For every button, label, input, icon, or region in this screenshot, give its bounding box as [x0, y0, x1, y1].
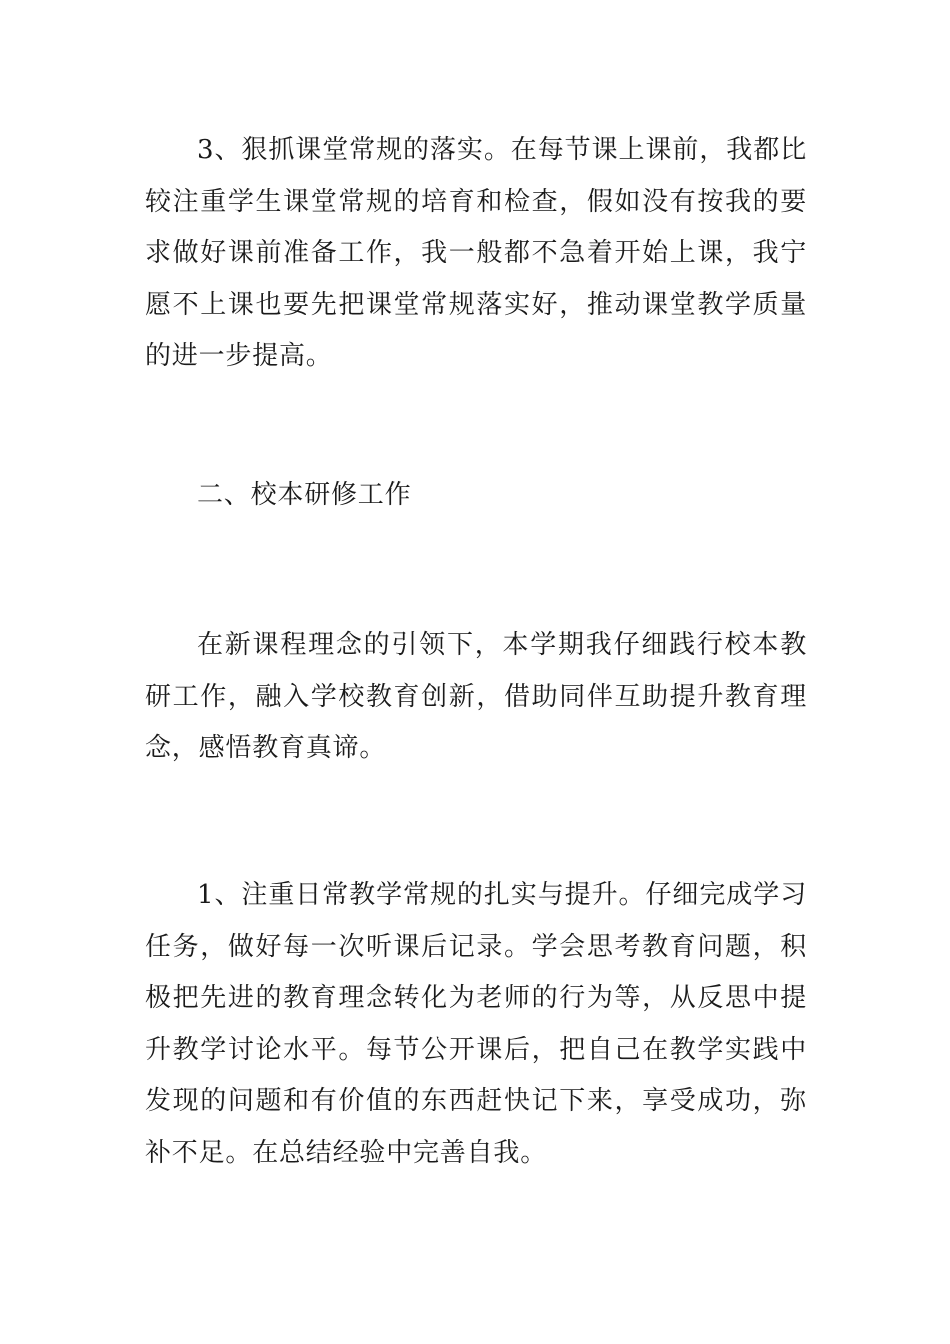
- section-heading-school-based-training: 二、校本研修工作: [197, 480, 412, 510]
- paragraph-daily-teaching-routine: 1、注重日常教学常规的扎实与提升。仔细完成学习任务，做好每一次听课后记录。学会思考教育问题，积极把先进的教育理念转化为老师的行为等，从反思中提升教学讨论水平。每节公开课后，把自己在教学实践中发现的问题和有价值的东西赶快记下来，享受成功，弥补不足。在总结经验中完善自我。: [145, 880, 807, 1168]
- paragraph-classroom-routine: 3、狠抓课堂常规的落实。在每节课上课前，我都比较注重学生课堂常规的培育和检查，假如没有按我的要求做好课前准备工作，我一般都不急着开始上课，我宁愿不上课也要先把课堂常规落实好，推动课堂教学质量的进一步提高。: [145, 135, 807, 371]
- paragraph-new-curriculum: 在新课程理念的引领下，本学期我仔细践行校本教研工作，融入学校教育创新，借助同伴互助提升教育理念，感悟教育真谛。: [145, 630, 807, 763]
